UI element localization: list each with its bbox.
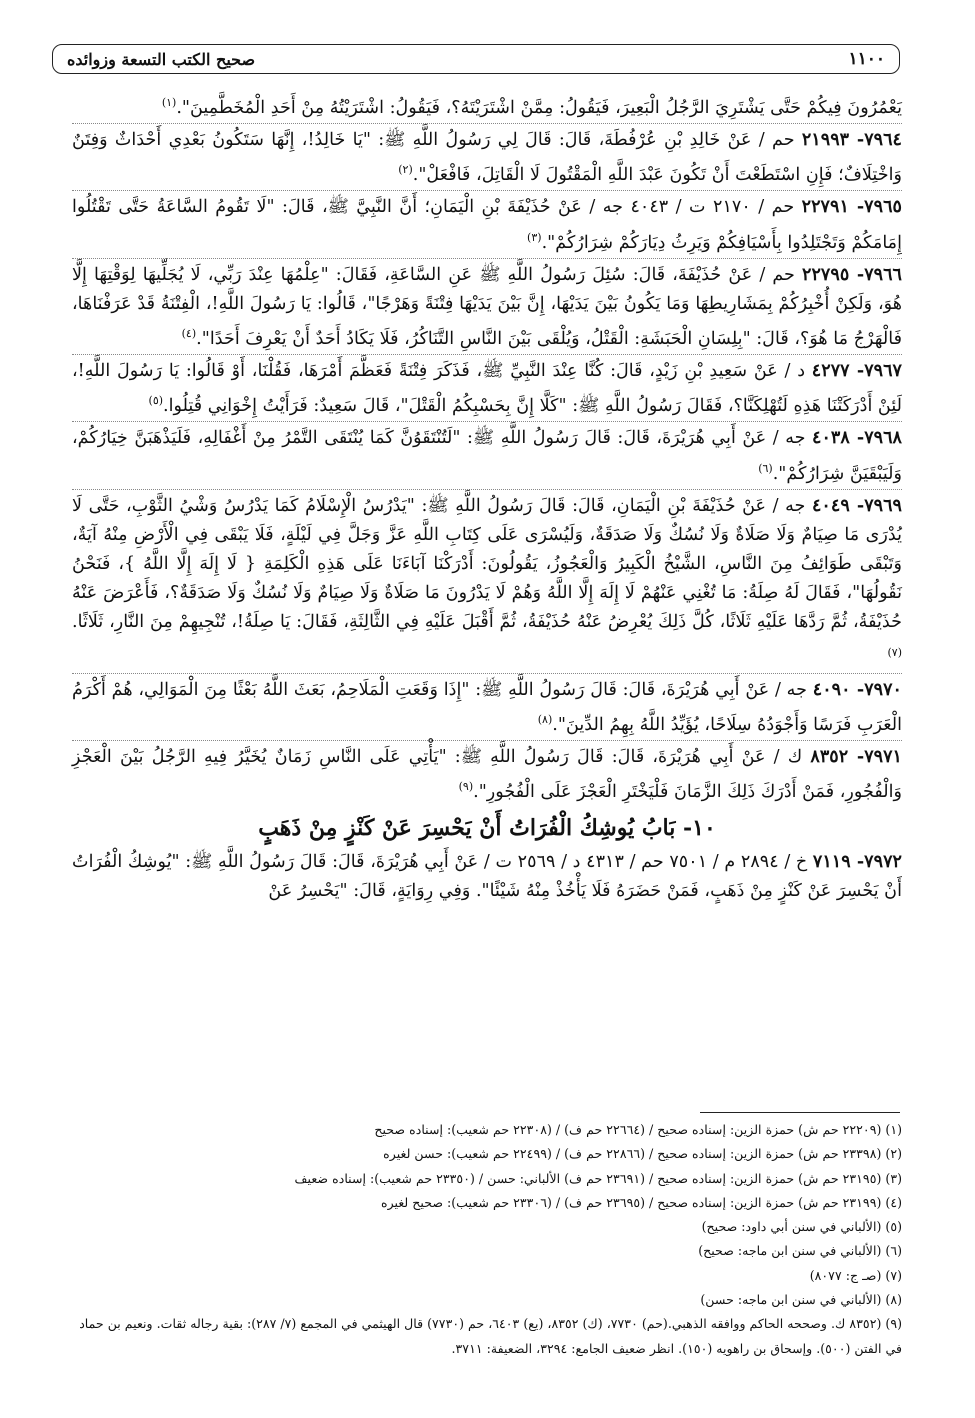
chapter-heading: ١٠- بَابُ يُوشِكُ الْفُرَاتُ أَنْ يَحْسِرَ عَنْ كَنْزٍ مِنْ ذَهَبٍ <box>258 815 716 842</box>
footnotes <box>72 1118 902 1361</box>
footnote: (٤) (٢٣١٩٩ حم ش) حمزة الزين: إسناده صحيح / (٢٣٦٩٥ حم ف) / (٢٣٣٠٦ حم شعيب): صحيح لغيره <box>381 1194 902 1210</box>
footnote: (٣) (٢٣١٩٥ حم ش) حمزة الزين: إسناده صحيح / (٢٣٦٩١ حم ف) الألباني: حسن / (٢٣٣٥٠ حم شعيب): إسناده ضعيف <box>294 1170 902 1186</box>
hadith-7972 <box>72 847 902 906</box>
hadith-number: ٧٩٧٢- ٧١١٩ <box>812 851 902 873</box>
hadith-continuation <box>72 88 902 123</box>
footnote: (٦) (الألباني في سنن ابن ماجه: صحيح) <box>698 1243 902 1259</box>
hadith-number: ٧٩٦٧- ٤٢٧٧ <box>811 360 903 382</box>
page-number: ١١٠٠ <box>848 49 885 69</box>
hadith-7970 <box>72 673 902 740</box>
hadith-text: جه / عَنْ أَبِي هُرَيْرَةَ، قَالَ: قَالَ رَسُولُ اللَّهِ ﷺ: "لَتُنْتَقَوُنَّ كَمَا يُنْتَقَى التَّمْرُ مِنْ أَغْفَالِهِ، فَلَيَذْهَبَنَّ خِيَارُكُمْ، وَلَيَبْقَيَنَّ شِرَارُكُمْ". <box>72 428 902 484</box>
footnote-ref: (١) <box>161 96 177 109</box>
footnote-ref: (٧) <box>887 645 902 659</box>
hadith-number: ٧٩٦٨- ٤٠٣٨ <box>812 427 902 449</box>
hadith-text: جه / عَنْ حُذَيْفَةَ بْنِ الْيَمَانِ، قَالَ: قَالَ رَسُولُ اللَّهِ ﷺ: "يَدْرُسُ الْإِسْلَامُ كَمَا يَدْرُسُ وَشْيُ الثَّوْبِ، حَتَّى لَا يُدْرَى مَا صِيَامٌ وَلَا صَلَاةٌ وَلَا نُسُكٌ وَلَا صَدَقَةٌ، وَلَيُسْرَى عَلَى كِتَابِ اللَّهِ عَزَّ وَجَلَّ فِي لَيْلَةٍ، فَلَا يَبْقَى فِي الْأَرْضِ مِنْهُ آيَةٌ، وَتَبْقَى طَوَائِفُ مِنَ النَّاسِ، الشَّيْخُ الْكَبِيرُ وَالْعَجُوزُ، يَقُولُونَ: أَدْرَكْنَا آبَاءَنَا عَلَى هَذِهِ الْكَلِمَةِ { لَا إِلَهَ إِلَّا اللَّهُ }، فَنَحْنُ نَقُولُهَا"، فَقَالَ لَهُ صِلَةُ: مَا تُغْنِي عَنْهُمْ لَا إِلَهَ إِلَّا اللَّهُ وَهُمْ لَا يَدْرُونَ مَا صَلَاةٌ وَلَا صِيَامٌ وَلَا نُسُكٌ وَلَا صَدَقَةٌ؟، فَأَعْرَضَ عَنْهُ حُذَيْفَةُ، ثُمَّ رَدَّهَا عَلَيْهِ ثَلَاثًا، كُلَّ ذَلِكَ يُعْرِضُ عَنْهُ حُذَيْفَةُ، ثُمَّ أَقْبَلَ عَلَيْهِ فِي الثَّالِثَةِ، فَقَالَ: يَا صِلَةُ!، تُنْجِيهِمْ مِنَ النَّارِ، ثَلَاثًا. <box>72 495 902 633</box>
footnote-ref: (٩) <box>458 780 474 794</box>
hadith-text: ك / عَنْ أَبِي هُرَيْرَةَ، قَالَ: قَالَ رَسُولُ اللَّهِ ﷺ: "يَأْتِي عَلَى النَّاسِ زَمَانٌ يُخَيَّرُ فِيهِ الرَّجُلُ بَيْنَ الْعَجْزِ وَالْفُجُورِ، فَمَنْ أَدْرَكَ ذَلِكَ الزَّمَانَ فَلْيَخْتَرِ الْعَجْزَ عَلَى الْفُجُورِ". <box>72 746 902 802</box>
hadith-text: جه / عَنْ أَبِي هُرَيْرَةَ، قَالَ: قَالَ رَسُولُ اللَّهِ ﷺ: "إِذَا وَقَعَتِ الْمَلَاحِمُ، بَعَثَ اللَّهُ بَعْثًا مِنَ الْمَوَالِي، هُمْ أَكْرَمُ الْعَرَبِ فَرَسًا وَأَجْوَدُهُ سِلَاحًا، يُؤَيِّدُ اللَّهُ بِهِمُ الدِّينَ". <box>72 679 902 735</box>
hadith-number: ٧٩٦٦- ٢٢٧٩٥ <box>802 263 902 285</box>
footnote: (٩) (٨٣٥٢ ك. وصححه الحاكم ووافقه الذهبي.(حم) ٧٧٣٠، (ك) ٨٣٥٢، (يع) ٦٤٠٣، حم (٧٧٣٠) قال الهيثمي في المجمع (٧/ ٢٨٧): بقية رجاله ثقات. ونعيم بن حماد في الفتن (٥٠٠). وإسحاق بن راهويه (١٥٠). انظر ضعيف الجامع: ٣٢٩٤، الضعيفة: ٣٧١١. <box>79 1316 902 1356</box>
footnote-ref: (٥) <box>148 394 164 408</box>
book-title: صحيح الكتب التسعة وزوائده <box>67 49 256 69</box>
footnote-ref: (٣) <box>527 230 542 244</box>
footnote: (١) (٢٢٢٠٩ حم ش) حمزة الزين: إسناده صحيح / (٢٢٦٦٤ حم ف) / (٢٢٣٠٨ حم شعيب): إسناده صحيح <box>374 1122 902 1137</box>
hadith-text: يَعْمُرُونَ فِيكُمْ حَتَّى يَشْتَرِيَ الرَّجُلُ الْبَعِيرَ، فَيَقُولُ: مِمَّنْ اشْتَرَيْتَهُ؟، فَيَقُولُ: اشْتَرَيْتُهُ مِنْ أَحَدِ الْمُخَطَّمِينَ". <box>176 97 902 118</box>
footnote: (٧) (صـ ج: ٨٠٧٧) <box>809 1267 902 1283</box>
footnote-ref: (٢) <box>398 163 413 177</box>
footnote-ref: (٤) <box>181 327 197 340</box>
hadith-text: د / عَنْ سَعِيدِ بْنِ زَيْدٍ، قَالَ: كُنَّا عِنْدَ النَّبِيِّ ﷺ، فَذَكَرَ فِتْنَةً فَعَظَّمَ أَمْرَهَا، فَقُلْنَا، أَوْ قَالُوا: يَا رَسُولَ اللَّهِ!، لَئِنْ أَدْرَكَتْنَا هَذِهِ لَتُهْلِكَنَّا؟، فَقَالَ رَسُولُ اللَّهِ ﷺ: "كَلَّا إِنَّ بِحَسْبِكُمُ الْقَتْلَ"، قَالَ سَعِيدٌ: فَرَأَيْتُ إِخْوَانِي قُتِلُوا. <box>72 361 902 417</box>
hadith-number: ٧٩٧١- ٨٣٥٢ <box>810 745 902 767</box>
hadith-7969 <box>72 489 902 673</box>
hadith-text: حم / عَنْ حُذَيْفَةَ، قَالَ: سُئِلَ رَسُولُ اللَّهِ ﷺ عَنِ السَّاعَةِ، فَقَالَ: "عِلْمُهَا عِنْدَ رَبِّي، لَا يُجَلِّيهَا لِوَقْتِهَا إِلَّا هُوَ، وَلَكِنْ أُخْبِرُكُمْ بِمَشَارِيطِهَا وَمَا يَكُونُ بَيْنَ يَدَيْهَا، إِنَّ بَيْنَ يَدَيْهَا فِتْنَةً وَهَرْجًا"، قَالُوا: يَا رَسُولَ اللَّهِ!، الْفِتْنَةُ قَدْ عَرَفْنَاهَا، فَالْهَرْجُ مَا هُوَ؟، قَالَ: "بِلِسَانِ الْحَبَشَةِ: الْقَتْلُ، وَيُلْقَى بَيْنَ النَّاسِ التَّنَاكُرُ، فَلَا يَكَادُ أَحَدٌ أَنْ يَعْرِفَ أَحَدًا". <box>72 264 902 349</box>
hadith-number: ٧٩٦٥- ٢٢٧٩١ <box>801 196 902 218</box>
hadith-number: ٧٩٦٩- ٤٠٤٩ <box>811 494 902 516</box>
hadith-text: حم / عَنْ خَالِدِ بْنِ عُرْفُطَةَ، قَالَ: قَالَ لِي رَسُولُ اللَّهِ ﷺ: "يَا خَالِدُ!، إِنَّهَا سَتَكُونُ بَعْدِي أَحْدَاثٌ وَفِتَنٌ وَاخْتِلَافٌ؛ فَإِنِ اسْتَطَعْتَ أَنْ تَكُونَ عَبْدَ اللَّهِ الْمَقْتُولَ لَا الْقَاتِلَ، فَافْعَلْ". <box>72 130 902 186</box>
hadith-7968 <box>72 421 902 488</box>
hadith-7971 <box>72 740 902 807</box>
hadith-7964 <box>72 123 902 190</box>
hadith-number: ٧٩٦٤- ٢١٩٩٣ <box>801 129 902 151</box>
main-text <box>72 88 902 907</box>
footnote: (٢) (٢٣٣٩٨ حم ش) حمزة الزين: إسناده صحيح / (٢٢٨٦٦ حم ف) / (٢٢٤٩٩ حم شعيب): حسن لغيره <box>383 1146 902 1162</box>
hadith-7966 <box>72 258 902 354</box>
hadith-text: حم / ٢١٧٠ ت / ٤٠٤٣ جه / عَنْ حُذَيْفَةَ بْنِ الْيَمَانِ؛ أَنَّ النَّبِيَّ ﷺ، قَالَ: "لَا تَقُومُ السَّاعَةُ حَتَّى تَقْتُلُوا إِمَامَكُمْ وَتَجْتَلِدُوا بِأَسْيَافِكُمْ وَيَرِثُ دِيَارَكُمْ شِرَارُكُمْ". <box>72 197 902 253</box>
footnote-ref: (٦) <box>758 461 773 475</box>
footnote-divider <box>700 1112 900 1113</box>
hadith-number: ٧٩٧٠- ٤٠٩٠ <box>812 678 903 700</box>
hadith-7965 <box>72 190 902 257</box>
hadith-7967 <box>72 354 902 421</box>
footnote: (٨) (الألباني في سنن ابن ماجه: حسن) <box>700 1292 902 1308</box>
footnote: (٥) (الألباني في سنن أبي داود: صحيح) <box>701 1219 902 1235</box>
page-header <box>52 44 900 74</box>
footnote-ref: (٨) <box>537 712 553 726</box>
hadith-text: خ / ٢٨٩٤ م / ٧٥٠١ حم / ٤٣١٣ د / ٢٥٦٩ ت / عَنْ أَبِي هُرَيْرَةَ، قَالَ: قَالَ رَسُولُ اللَّهِ ﷺ: "يُوشِكُ الْفُرَاتُ أَنْ يَحْسِرَ عَنْ كَنْزٍ مِنْ ذَهَبٍ، فَمَنْ حَضَرَهُ فَلَا يَأْخُذْ مِنْهُ شَيْئًا". وَفِي رِوَايَةٍ، قَالَ: "يَحْسِرُ عَنْ <box>72 852 902 902</box>
